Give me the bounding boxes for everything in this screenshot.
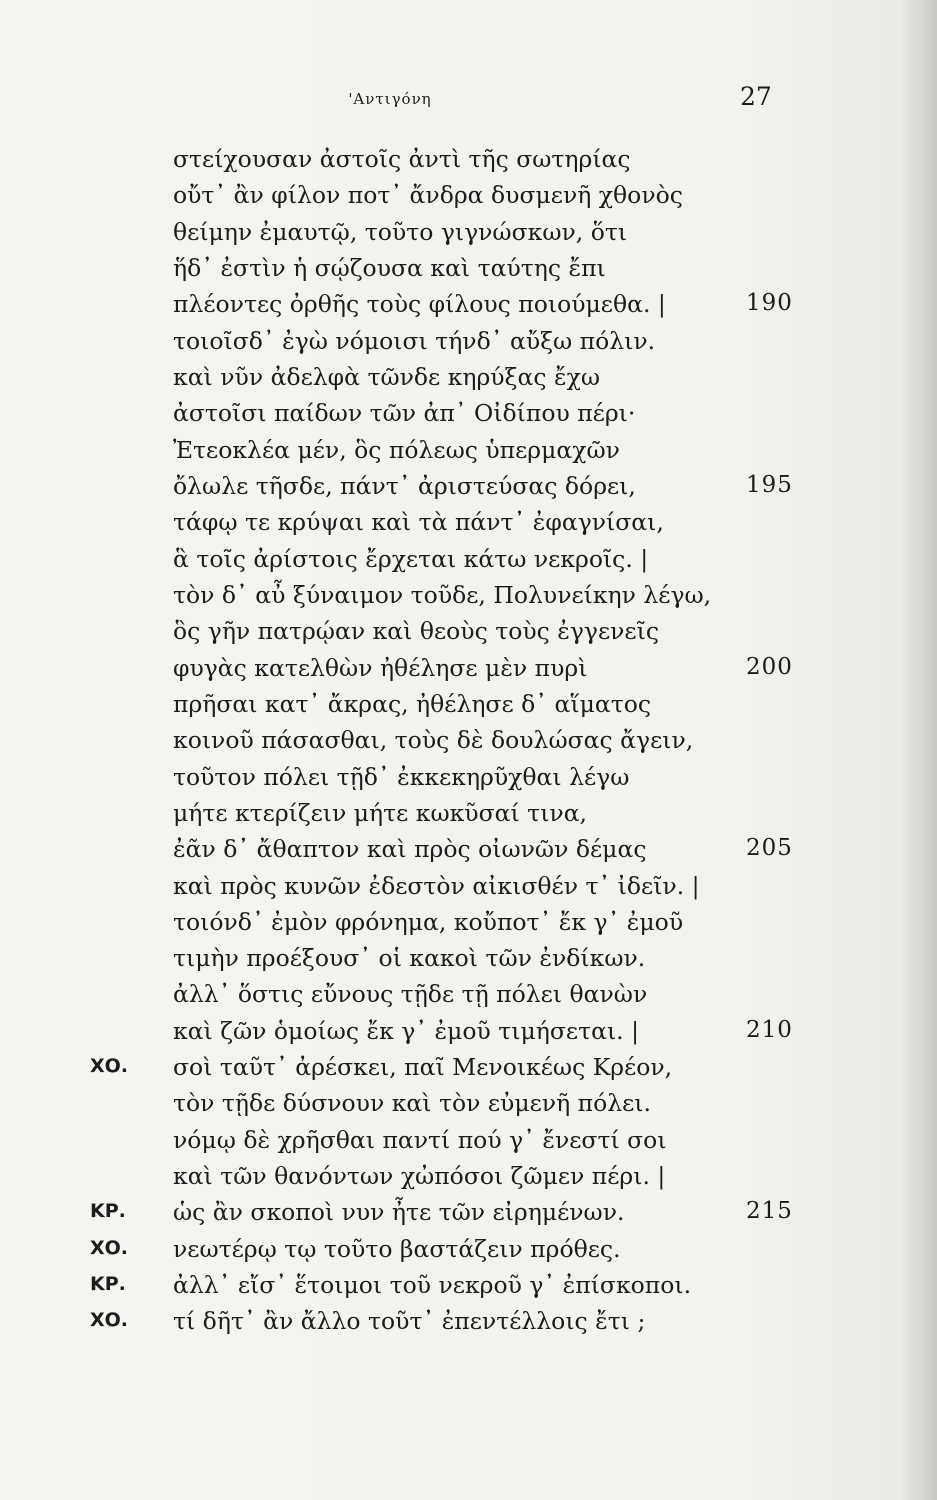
verse-line: πλέοντες ὀρθῆς τοὺς φίλους ποιούμεθα. | — [173, 290, 666, 318]
verse-line: τοιοῖσδ᾽ ἐγὼ νόμοισι τήνδ᾽ αὔξω πόλιν. — [173, 327, 656, 355]
verse-line: ὡς ἂν σκοποὶ νυν ἦτε τῶν εἰρημένων. — [173, 1198, 625, 1226]
verse-line: νόμῳ δὲ χρῆσθαι παντί πού γ᾽ ἔνεστί σοι — [173, 1126, 667, 1154]
line-number: 195 — [746, 472, 793, 498]
verse-line: τοῦτον πόλει τῇδ᾽ ἐκκεκηρῦχθαι λέγω — [173, 763, 630, 791]
verse-line: ὄλωλε τῆσδε, πάντ᾽ ἀριστεύσας δόρει, — [173, 472, 636, 500]
verse-line: καὶ νῦν ἀδελφὰ τῶνδε κηρύξας ἔχω — [173, 363, 601, 391]
verse-line: μήτε κτερίζειν μήτε κωκῦσαί τινα, — [173, 799, 588, 827]
line-number: 210 — [746, 1017, 793, 1043]
verse-line: ἐᾶν δ᾽ ἄθαπτον καὶ πρὸς οἰωνῶν δέμας — [173, 835, 647, 863]
line-number: 215 — [746, 1198, 793, 1224]
verse-line: πρῆσαι κατ᾽ ἄκρας, ἠθέλησε δ᾽ αἵματος — [173, 690, 652, 718]
verse-line: θείμην ἐμαυτῷ, τοῦτο γιγνώσκων, ὅτι — [173, 218, 628, 246]
verse-line: ἃ τοῖς ἀρίστοις ἔρχεται κάτω νεκροῖς. | — [173, 545, 649, 573]
page-edge-shadow — [903, 0, 937, 1500]
verse-line: ἀλλ᾽ ὅστις εὔνους τῇδε τῇ πόλει θανὼν — [173, 980, 648, 1008]
verse-line: τιμὴν προέξουσ᾽ οἱ κακοὶ τῶν ἐνδίκων. — [173, 944, 646, 972]
verse-line: τὸν δ᾽ αὖ ξύναιμον τοῦδε, Πολυνείκην λέγω, — [173, 581, 712, 609]
verse-line: Ἐτεοκλέα μέν, ὃς πόλεως ὑπερμαχῶν — [173, 436, 620, 464]
verse-line: νεωτέρῳ τῳ τοῦτο βαστάζειν πρόθες. — [173, 1235, 621, 1263]
verse-line: τί δῆτ᾽ ἂν ἄλλο τοῦτ᾽ ἐπεντέλλοις ἔτι ; — [173, 1307, 646, 1335]
speaker-label: ΚΡ. — [90, 1200, 126, 1222]
page-number: 27 — [740, 82, 772, 111]
verse-line: τάφῳ τε κρύψαι καὶ τὰ πάντ᾽ ἐφαγνίσαι, — [173, 508, 664, 536]
verse-line: καὶ ζῶν ὁμοίως ἔκ γ᾽ ἐμοῦ τιμήσεται. | — [173, 1017, 640, 1045]
verse-line: σοὶ ταῦτ᾽ ἀρέσκει, παῖ Μενοικέως Κρέον, — [173, 1053, 673, 1081]
verse-line: κοινοῦ πάσασθαι, τοὺς δὲ δουλώσας ἄγειν, — [173, 726, 694, 754]
verse-line: καὶ πρὸς κυνῶν ἐδεστὸν αἰκισθέν τ᾽ ἰδεῖν. | — [173, 872, 700, 900]
verse-line: τὸν τῇδε δύσνουν καὶ τὸν εὐμενῆ πόλει. — [173, 1089, 651, 1117]
running-header-title: 'Αντιγόνη — [348, 90, 432, 108]
verse-line: ἀλλ᾽ εἴσ᾽ ἕτοιμοι τοῦ νεκροῦ γ᾽ ἐπίσκοποι. — [173, 1271, 692, 1299]
verse-line: ἥδ᾽ ἐστὶν ἡ σῴζουσα καὶ ταύτης ἔπι — [173, 254, 606, 282]
speaker-label: ΧΟ. — [90, 1309, 129, 1331]
verse-line: τοιόνδ᾽ ἐμὸν φρόνημα, κοὔποτ᾽ ἔκ γ᾽ ἐμοῦ — [173, 908, 684, 936]
verse-line: ἀστοῖσι παίδων τῶν ἀπ᾽ Οἰδίπου πέρι· — [173, 399, 636, 427]
speaker-label: ΧΟ. — [90, 1055, 129, 1077]
speaker-label: ΚΡ. — [90, 1273, 126, 1295]
verse-line: καὶ τῶν θανόντων χὠπόσοι ζῶμεν πέρι. | — [173, 1162, 666, 1190]
verse-line: φυγὰς κατελθὼν ἠθέλησε μὲν πυρὶ — [173, 654, 588, 682]
line-number: 205 — [746, 835, 793, 861]
verse-line: ὃς γῆν πατρῴαν καὶ θεοὺς τοὺς ἐγγενεῖς — [173, 617, 659, 645]
verse-line: οὔτ᾽ ἂν φίλον ποτ᾽ ἄνδρα δυσμενῆ χθονὸς — [173, 181, 683, 209]
speaker-label: ΧΟ. — [90, 1237, 129, 1259]
line-number: 200 — [746, 654, 793, 680]
line-number: 190 — [746, 290, 793, 316]
verse-line: στείχουσαν ἀστοῖς ἀντὶ τῆς σωτηρίας — [173, 145, 631, 173]
